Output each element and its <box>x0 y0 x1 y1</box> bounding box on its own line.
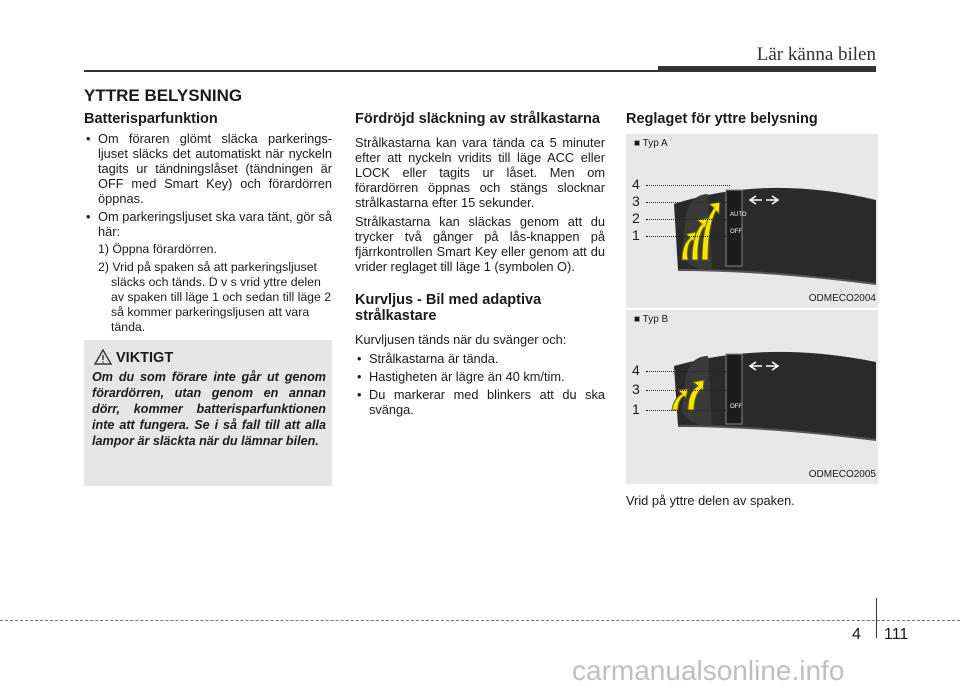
stalk-diagram-b <box>626 310 878 484</box>
step-item: 2) Vrid på spaken så att parkeringsljuset släcks och tänds. D v s vrid yttre delen av spaken till läge 1 och sedan till läge 2 så kommer parkeringsljusen att vara tända. <box>98 260 332 334</box>
leader-line <box>646 219 730 220</box>
cornering-list <box>355 351 605 417</box>
warning-triangle-icon <box>94 349 112 365</box>
paragraph: Kurvljusen tänds när du svänger och: <box>355 332 567 347</box>
leader-line <box>646 185 730 186</box>
position-label: 4 <box>632 176 640 192</box>
chapter-title: Lär känna bilen <box>756 44 876 65</box>
leader-line <box>646 202 730 203</box>
leader-line <box>646 236 730 237</box>
header-rule <box>84 70 658 72</box>
heading-light-switch: Reglaget för yttre belysning <box>626 111 818 127</box>
position-label: 3 <box>632 381 640 397</box>
paragraph: Strålkastarna kan vara tända ca 5 minuter efter att nyckeln vridits till läge ACC eller LOCK eller tagits ur låset. Men om förardörren öppnas och stängs slocknar strålkastarna efter 15 sekunder. <box>355 135 605 210</box>
heading-cornering-lights: Kurvljus - Bil med adaptiva strålkastare <box>355 292 542 324</box>
page-number: 111 <box>884 626 909 643</box>
position-label: 1 <box>632 227 640 243</box>
position-label: 3 <box>632 193 640 209</box>
list-item: • Om parkeringsljuset ska vara tänt, gör så här: <box>84 209 332 239</box>
column-light-switch <box>626 111 878 127</box>
battery-saver-list <box>84 131 332 239</box>
figure-type-b <box>626 310 878 484</box>
off-mark: OFF <box>730 404 742 410</box>
figure-caption: ■ Typ B <box>634 314 669 325</box>
warning-title: VIKTIGT <box>116 350 174 366</box>
list-item: • Hastigheten är lägre än 40 km/tim. <box>355 369 605 384</box>
watermark: carmanualsonline.info <box>572 655 845 686</box>
chapter-number: 4 <box>852 626 861 643</box>
warning-box <box>84 340 332 486</box>
auto-mark: AUTO <box>730 212 747 218</box>
figure-code: ODMECO2004 <box>808 293 876 304</box>
header-rule-thick <box>658 66 876 72</box>
footer-rule <box>0 620 960 621</box>
leader-line <box>646 410 730 411</box>
column-headlight-delay <box>355 111 605 420</box>
paragraph: Strålkastarna kan släckas genom att du trycker två gånger på lås-knappen på fjärrkontrollen Smart Key eller genom att du vrider reglaget till läge 1 (symbolen O). <box>355 214 605 274</box>
leader-line <box>646 371 730 372</box>
warning-text: Om du som förare inte går ut genom förardörren, utan genom en annan dörr, kommer batterisparfunktionen inte att fungera. Se i så fall till att alla lampor är släckta när du lämnar bilen. <box>92 370 326 448</box>
column-battery-saver <box>84 111 332 335</box>
position-label: 4 <box>632 362 640 378</box>
leader-line <box>646 390 730 391</box>
heading-headlight-delay: Fördröjd släckning av strålkastarna <box>355 111 600 127</box>
off-mark: OFF <box>730 229 742 235</box>
figure-caption: ■ Typ A <box>634 138 668 149</box>
section-title: YTTRE BELYSNING <box>84 86 243 105</box>
step-item: 1) Öppna förardörren. <box>98 242 217 256</box>
list-item: • Du markerar med blinkers att du ska svänga. <box>355 387 605 417</box>
steps-list <box>98 242 332 335</box>
figure-code: ODMECO2005 <box>808 469 876 480</box>
footer-divider <box>876 598 877 638</box>
list-item: • Om föraren glömt släcka parkerings-ljuset släcks det automatiskt när nyckeln tagits ur tändningslåset (tändningen är OFF med Smart Key) och förardörren öppnas. <box>84 131 332 206</box>
heading-battery-saver: Batterisparfunktion <box>84 111 218 127</box>
list-item: • Strålkastarna är tända. <box>355 351 605 366</box>
position-label: 1 <box>632 401 640 417</box>
instruction-text: Vrid på yttre delen av spaken. <box>626 493 795 508</box>
figure-type-a <box>626 134 878 308</box>
position-label: 2 <box>632 210 640 226</box>
stalk-diagram-a <box>626 134 878 308</box>
